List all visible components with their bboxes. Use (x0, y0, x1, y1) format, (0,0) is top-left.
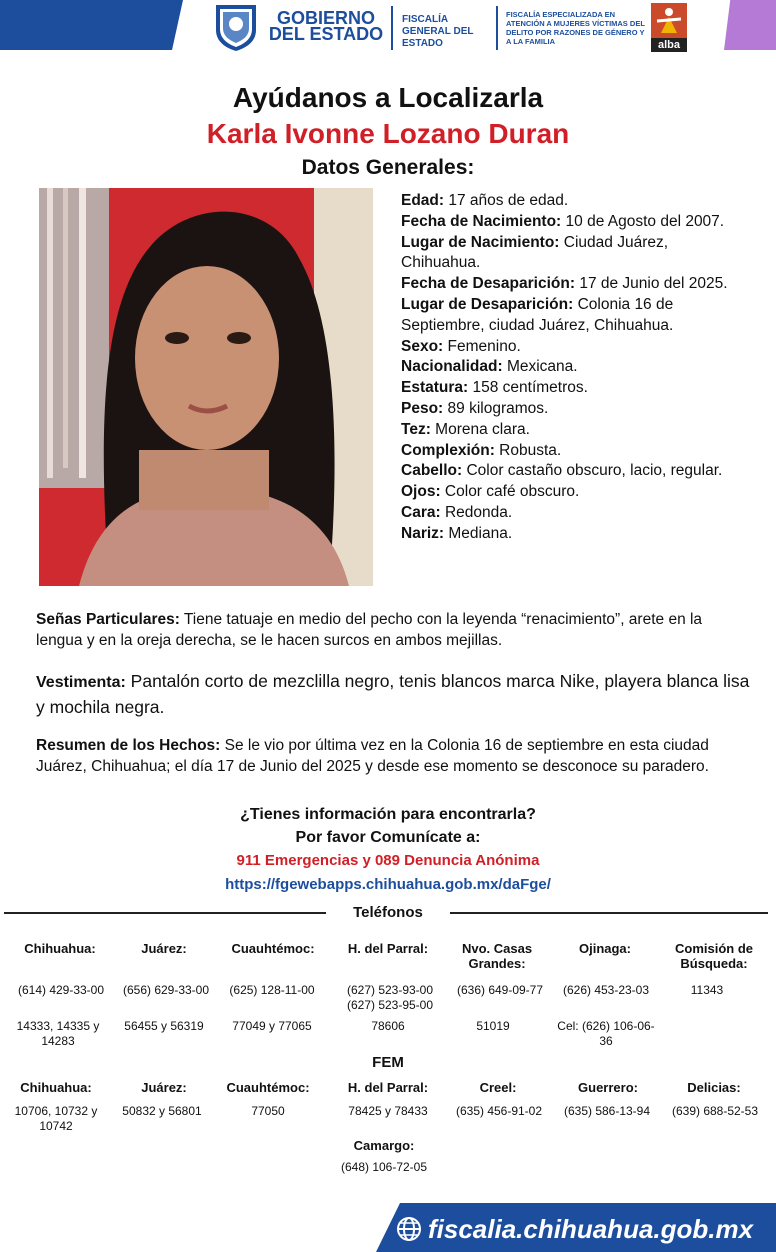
fem-value: 50832 y 56801 (122, 1104, 202, 1118)
tel-ext: Cel: (626) 106-06-36 (557, 1019, 655, 1048)
emergency-numbers: 911 Emergencias y 089 Denuncia Anónima (236, 852, 540, 869)
header-blue-bar (0, 0, 183, 50)
detail-estatura: Estatura: 158 centímetros. (401, 379, 588, 397)
header-purple-bar (724, 0, 776, 50)
tel-ext: 51019 (476, 1019, 510, 1033)
fem-col-header: Cuauhtémoc: (226, 1080, 310, 1095)
tel-phone: (614) 429-33-00 (17, 983, 105, 997)
tel-phone: (636) 649-09-77 (456, 983, 544, 997)
details-list (401, 191, 731, 545)
detail-cabello: Cabello: Color castaño obscuro, lacio, regular. (401, 462, 723, 480)
header (0, 0, 776, 58)
fem-col-header: Delicias: (687, 1080, 741, 1095)
fem-value: 77050 (251, 1104, 285, 1118)
tel-ext: 14333, 14335 y 14283 (16, 1019, 100, 1048)
alba-figure-icon (651, 3, 687, 39)
divider-line (4, 912, 326, 914)
fem-heading: FEM (372, 1054, 404, 1071)
tel-phone: 11343 (690, 983, 724, 997)
tel-col-header: Juárez: (141, 941, 187, 956)
detail-edad: Edad: 17 años de edad. (401, 192, 569, 209)
detail-fecha-nacimiento: Fecha de Nacimiento: 10 de Agosto del 2007. (401, 212, 725, 230)
divider-line (450, 912, 768, 914)
footer-url[interactable]: fiscalia.chihuahua.gob.mx (428, 1214, 754, 1244)
telefonos-separator (0, 904, 776, 922)
senas-particulares: Señas Particulares: Tiene tatuaje en medio del pecho con la leyenda “renacimiento”, arete en la lengua y en la oreja derecha, se le hacen surcos en ambos mejillas. (36, 611, 703, 649)
telefonos-heading: Teléfonos (353, 904, 423, 921)
tel-ext: 77049 y 77065 (232, 1019, 312, 1033)
tel-col-header: H. del Parral: (347, 941, 429, 956)
vestimenta: Vestimenta: Pantalón corto de mezclilla negro, tenis blancos marca Nike, playera blanca lisa y mochila negra. (36, 671, 750, 717)
detail-nariz: Nariz: Mediana. (401, 524, 513, 542)
tel-phone: (656) 629-33-00 (122, 983, 210, 997)
section-subtitle: Datos Generales: (301, 156, 475, 179)
fem-value: (635) 586-13-94 (563, 1104, 651, 1118)
person-name: Karla Ivonne Lozano Duran (206, 118, 570, 149)
fem-col-header: Chihuahua: (20, 1080, 92, 1095)
fiscalia-label: FISCALÍA GENERAL DEL ESTADO (402, 14, 474, 49)
person-photo (39, 188, 373, 586)
alba-label: alba (651, 38, 687, 52)
detail-nacionalidad: Nacionalidad: Mexicana. (401, 358, 578, 376)
tel-col-header: Ojinaga: (578, 941, 631, 956)
fem-camargo-value: (648) 106-72-05 (340, 1160, 428, 1174)
resumen-hechos: Resumen de los Hechos: Se le vio por última vez en la Colonia 16 de septiembre en esta ciudad Juárez, Chihuahua; el día 17 de Junio del 2025 y desde ese momento se desconoce su paradero. (36, 737, 709, 775)
detail-peso: Peso: 89 kilogramos. (401, 399, 549, 417)
tel-phone: (627) 523-93-00 (627) 523-95-00 (346, 983, 434, 1012)
fem-col-header: H. del Parral: (347, 1080, 429, 1095)
fem-value: 10706, 10732 y 10742 (14, 1104, 98, 1133)
detail-tez: Tez: Morena clara. (401, 420, 530, 438)
tel-phone: (625) 128-11-00 (229, 983, 315, 997)
tel-ext: 56455 y 56319 (124, 1019, 204, 1033)
footer-website[interactable] (396, 1214, 753, 1245)
fem-col-header: Creel: (479, 1080, 517, 1095)
tel-col-header: Nvo. Casas Grandes: (461, 941, 533, 971)
detail-cara: Cara: Redonda. (401, 503, 513, 521)
contact-please: Por favor Comunícate a: (295, 829, 481, 846)
portrait-image (39, 188, 373, 586)
contact-question: ¿Tienes información para encontrarla? (240, 806, 536, 823)
report-link[interactable]: https://fgewebapps.chihuahua.gob.mx/daFge/ (225, 876, 551, 893)
detail-sexo: Sexo: Femenino. (401, 337, 521, 355)
tel-col-header: Comisión de Búsqueda: (674, 941, 753, 971)
state-shield-icon (213, 2, 259, 52)
detail-ojos: Ojos: Color café obscuro. (401, 483, 580, 501)
detail-lugar-desaparicion: Lugar de Desaparición: Colonia 16 de Septiembre, ciudad Juárez, Chihuahua. (401, 295, 674, 334)
tel-col-header: Chihuahua: (24, 941, 96, 956)
fem-value: (635) 456-91-02 (455, 1104, 543, 1118)
detail-complexion: Complexión: Robusta. (401, 441, 562, 459)
detail-fecha-desaparicion: Fecha de Desaparición: 17 de Junio del 2025. (401, 275, 728, 293)
fem-col-header: Juárez: (141, 1080, 187, 1095)
fem-camargo-header: Camargo: (353, 1138, 415, 1153)
fiscalia-especializada-label: FISCALÍA ESPECIALIZADA EN ATENCIÓN A MUJERES VÍCTIMAS DEL DELITO POR RAZONES DE GÉNERO Y A LA FAMILIA (506, 10, 645, 46)
divider (496, 6, 498, 50)
page-title: Ayúdanos a Localizarla (232, 82, 544, 113)
gobierno-label: GOBIERNO DEL ESTADO (268, 8, 384, 44)
globe-icon (396, 1216, 422, 1242)
tel-col-header: Cuauhtémoc: (231, 941, 315, 956)
divider (391, 6, 393, 50)
tel-phone: (626) 453-23-03 (562, 983, 650, 997)
tel-ext: 78606 (371, 1019, 405, 1033)
fem-col-header: Guerrero: (578, 1080, 638, 1095)
detail-lugar-nacimiento: Lugar de Nacimiento: Ciudad Juárez, Chihuahua. (401, 233, 669, 272)
fem-value: (639) 688-52-53 (671, 1104, 759, 1118)
fem-value: 78425 y 78433 (348, 1104, 428, 1118)
